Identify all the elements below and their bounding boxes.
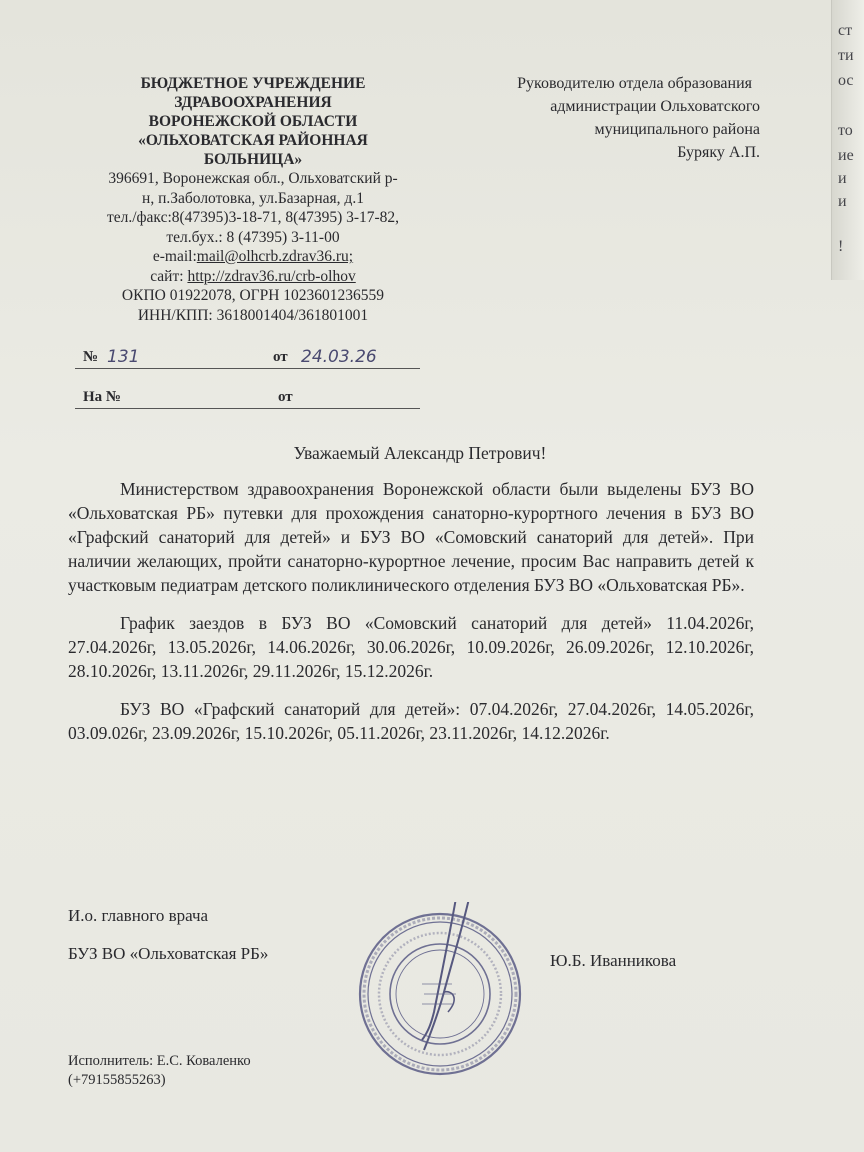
executor-block — [68, 1052, 251, 1090]
org-name-line: БОЛЬНИЦА» — [203, 151, 303, 168]
site-line — [78, 267, 428, 287]
signer-organization: БУЗ ВО «Ольховатская РБ» — [68, 944, 269, 963]
signer-name: Ю.Б. Иванникова — [550, 951, 677, 970]
adjacent-text: ие — [838, 147, 854, 164]
adjacent-page-edge — [831, 0, 864, 280]
paragraph: Министерством здравоохранения Воронежской области были выделены БУЗ ВО «Ольховатская РБ» путевки для прохождения санаторно-курортного лечения в БУЗ ВО «Графский санаторий для детей» и БУЗ ВО «Сомовский санаторий для детей». При наличии желающих, пройти санаторно-курортное лечение, просим Вас направить детей к участковым педиатрам детского поликлинического отделения БУЗ ВО «Ольховатская РБ». — [68, 479, 754, 595]
date-label: от — [273, 349, 288, 365]
adjacent-text: и — [838, 193, 847, 210]
phone-fax: тел./факс:8(47395)3-18-71, 8(47395) 3-17-82, — [106, 209, 400, 226]
paragraph: БУЗ ВО «Графский санаторий для детей»: 07.04.2026г, 27.04.2026г, 14.05.2026г, 03.09.026г, 23.09.2026г, 15.10.2026г, 05.11.2026г, 23.11.2026г, 14.12.2026г. — [68, 699, 754, 743]
address-line: н, п.Заболотовка, ул.Базарная, д.1 — [142, 189, 364, 207]
adjacent-text: ст — [838, 22, 853, 39]
addressee-line: муниципального района — [594, 121, 760, 138]
addressee-line: Буряку А.П. — [677, 144, 760, 161]
org-name-line: ВОРОНЕЖСКОЙ ОБЛАСТИ — [148, 113, 358, 130]
outgoing-number-line — [75, 340, 420, 369]
adjacent-text: ! — [838, 238, 844, 255]
email-line — [78, 247, 428, 267]
addressee-line: администрации Ольховатского — [550, 98, 760, 115]
addressee-line: Руководителю отдела образования — [517, 75, 752, 92]
number-label: № — [83, 349, 99, 365]
date-value: 24.03.26 — [301, 347, 377, 367]
adjacent-text: ос — [838, 72, 854, 89]
adjacent-text: ти — [838, 47, 854, 64]
okpo-ogrn: ОКПО 01922078, ОГРН 1023601236559 — [121, 287, 385, 304]
reference-date-label: от — [278, 389, 293, 405]
letter-body — [68, 477, 754, 759]
signer-position: И.о. главного врача — [68, 906, 209, 925]
official-stamp-icon — [352, 902, 528, 1078]
adjacent-text: и — [838, 170, 847, 187]
adjacent-text: то — [838, 122, 853, 139]
executor-name: Исполнитель: Е.С. Коваленко — [68, 1053, 251, 1069]
org-name-line: ЗДРАВООХРАНЕНИЯ — [174, 94, 332, 111]
email-label: e-mail: — [152, 248, 197, 265]
reference-number-line — [75, 380, 420, 409]
email-link[interactable]: mail@olhcrb.zdrav36.ru; — [196, 248, 354, 265]
inn-kpp: ИНН/КПП: 3618001404/361801001 — [137, 306, 369, 324]
org-name-line: «ОЛЬХОВАТСКАЯ РАЙОННАЯ — [138, 132, 368, 149]
addressee-block — [430, 72, 760, 164]
phone-accounting: тел.бух.: 8 (47395) 3-11-00 — [166, 228, 340, 246]
greeting: Уважаемый Александр Петрович! — [293, 443, 547, 463]
paragraph: График заездов в БУЗ ВО «Сомовский санаторий для детей» 11.04.2026г, 27.04.2026г, 13.05.2026г, 14.06.2026г, 30.06.2026г, 10.09.2026г, 26.09.2026г, 12.10.2026г, 28.10.2026г, 13.11.2026г, 29.11.2026г, 15.12.2026г. — [68, 613, 754, 681]
site-label: сайт: — [150, 267, 188, 285]
address-line: 396691, Воронежская обл., Ольховатский р- — [108, 170, 398, 187]
reference-label: На № — [83, 389, 121, 405]
number-value: 131 — [107, 347, 140, 367]
executor-phone: (+79155855263) — [68, 1072, 166, 1088]
site-link[interactable]: http://zdrav36.ru/crb-olhov — [187, 267, 356, 285]
org-name-line: БЮДЖЕТНОЕ УЧРЕЖДЕНИЕ — [140, 75, 366, 92]
letterhead — [78, 74, 428, 325]
